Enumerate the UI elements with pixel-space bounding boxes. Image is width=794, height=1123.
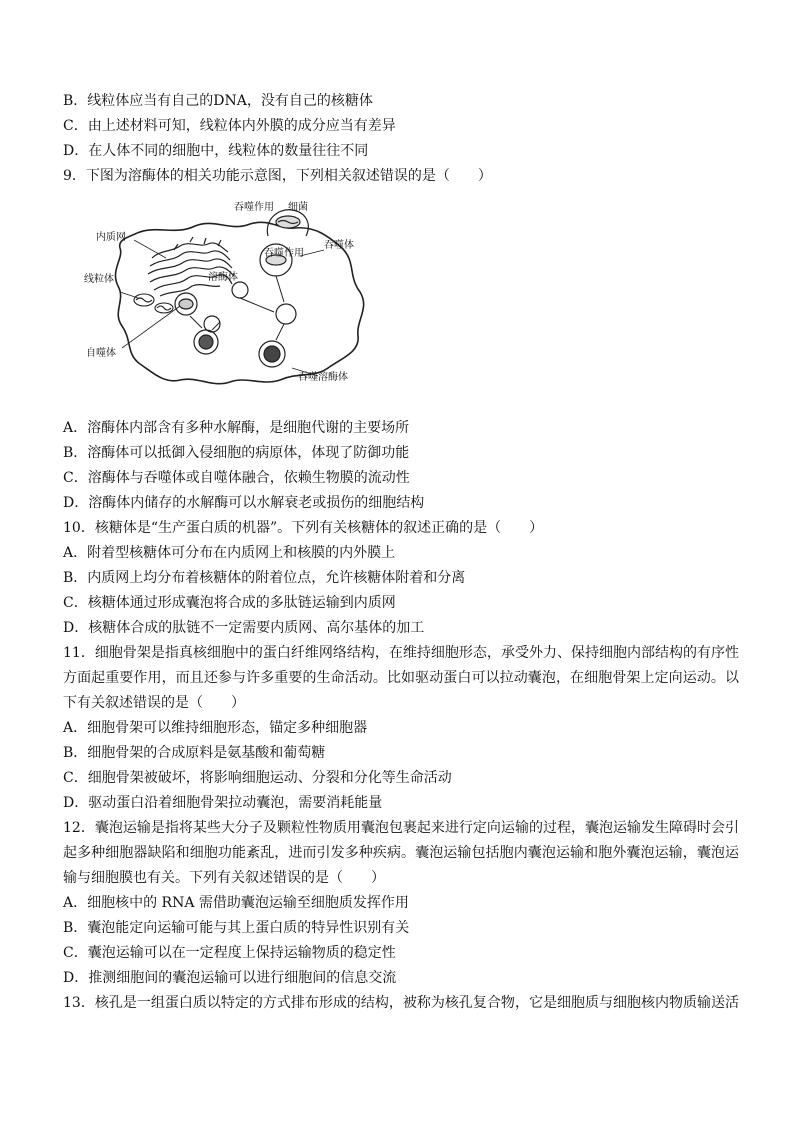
option-12a: A．细胞核中的 RNA 需借助囊泡运输至细胞质发挥作用 xyxy=(63,895,409,911)
label-engulf-inner: 吞噬作用 xyxy=(264,248,304,259)
question-11-stem-line3: 下有关叙述错误的是（ ） xyxy=(63,695,245,711)
option-12d: D．推测细胞间的囊泡运输可以进行细胞间的信息交流 xyxy=(63,970,397,986)
question-9-stem: 9．下图为溶酶体的相关功能示意图，下列相关叙述错误的是（ ） xyxy=(63,168,492,184)
option-8b: B．线粒体应当有自己的DNA，没有自己的核糖体 xyxy=(63,93,373,109)
autophagosome xyxy=(175,293,218,354)
label-mito: 线粒体 xyxy=(84,274,114,285)
option-10d: D．核糖体合成的肽链不一定需要内质网、高尔基体的加工 xyxy=(63,620,425,636)
option-10a: A．附着型核糖体可分布在内质网上和核膜的内外膜上 xyxy=(63,545,396,561)
label-lysosome: 溶酶体 xyxy=(208,272,238,283)
label-phagolysosome: 吞噬溶酶体 xyxy=(298,372,348,383)
option-12c: C．囊泡运输可以在一定程度上保持运输物质的稳定性 xyxy=(63,945,396,961)
mitochondria xyxy=(134,294,173,313)
endoplasmic-reticulum xyxy=(148,237,234,296)
label-er: 内质网 xyxy=(96,232,126,243)
option-8c: C．由上述材料可知，线粒体内外膜的成分应当有差异 xyxy=(63,118,396,134)
question-11-stem-line1: 11．细胞骨架是指真核细胞中的蛋白纤维网络结构，在维持细胞形态，承受外力、保持细胞内部结构的有序性 xyxy=(63,645,739,661)
option-11b: B．细胞骨架的合成原料是氨基酸和葡萄糖 xyxy=(63,745,326,761)
label-engulf-action: 吞噬作用 xyxy=(234,202,274,213)
option-11a: A．细胞骨架可以维持细胞形态，锚定多种细胞器 xyxy=(63,720,368,736)
option-11c: C．细胞骨架被破坏，将影响细胞运动、分裂和分化等生命活动 xyxy=(63,770,452,786)
option-9a: A．溶酶体内部含有多种水解酶，是细胞代谢的主要场所 xyxy=(63,420,410,436)
label-bacteria: 细菌 xyxy=(288,202,308,213)
option-9b: B．溶酶体可以抵御入侵细胞的病原体，体现了防御功能 xyxy=(63,445,410,461)
lysosome-function-diagram xyxy=(80,196,380,388)
option-9d: D．溶酶体内储存的水解酶可以水解衰老或损伤的细胞结构 xyxy=(63,495,425,511)
option-8d: D．在人体不同的细胞中，线粒体的数量往往不同 xyxy=(63,143,369,159)
option-10b: B．内质网上均分布着核糖体的附着位点，允许核糖体附着和分离 xyxy=(63,570,466,586)
question-10-stem: 10．核糖体是“生产蛋白质的机器”。下列有关核糖体的叙述正确的是（ ） xyxy=(63,520,544,536)
label-autophagosome: 自噬体 xyxy=(86,348,116,359)
option-9c: C．溶酶体与吞噬体或自噬体融合，依赖生物膜的流动性 xyxy=(63,470,410,486)
option-12b: B．囊泡能定向运输可能与其上蛋白质的特异性识别有关 xyxy=(63,920,410,936)
question-12-stem-line1: 12．囊泡运输是指将某些大分子及颗粒性物质用囊泡包裹起来进行定向运输的过程，囊泡运输发生障碍时会引 xyxy=(63,820,739,836)
phagolysosome xyxy=(259,341,285,367)
option-11d: D．驱动蛋白沿着细胞骨架拉动囊泡，需要消耗能量 xyxy=(63,795,383,811)
question-13-stem-line1: 13．核孔是一组蛋白质以特定的方式排布形成的结构，被称为核孔复合物，它是细胞质与细胞核内物质输送活 xyxy=(63,995,739,1011)
question-11-stem-line2: 方面起重要作用，而且还参与许多重要的生命活动。比如驱动蛋白可以拉动囊泡，在细胞骨架上定向运动。以 xyxy=(63,670,739,686)
question-12-stem-line2: 起多种细胞器缺陷和细胞功能紊乱，进而引发多种疾病。囊泡运输包括胞内囊泡运输和胞外囊泡运输，囊泡运 xyxy=(63,845,739,861)
label-phagosome: 吞噬体 xyxy=(324,240,354,251)
bacterium-engulf xyxy=(267,210,308,236)
question-12-stem-line3: 输与细胞膜也有关。下列有关叙述错误的是（ ） xyxy=(63,870,385,886)
option-10c: C．核糖体通过形成囊泡将合成的多肽链运输到内质网 xyxy=(63,595,396,611)
